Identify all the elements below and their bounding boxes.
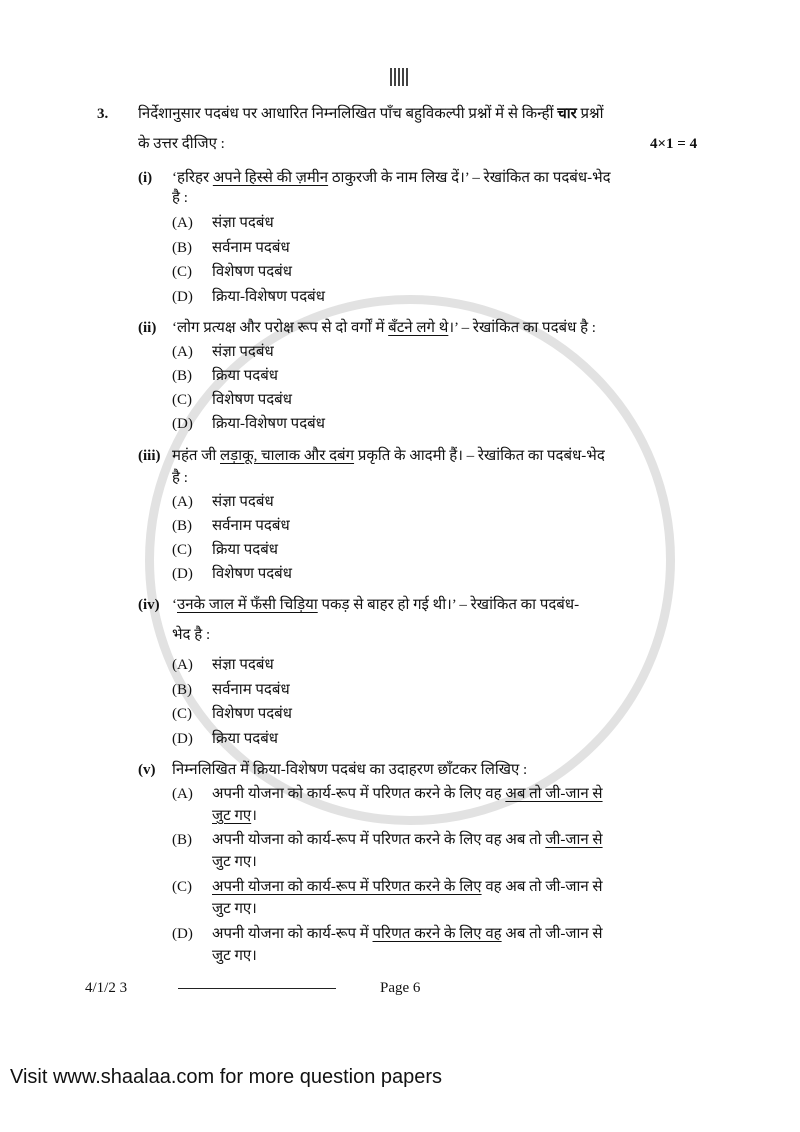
option-text[interactable]: संज्ञा पदबंध	[212, 215, 274, 231]
option-label[interactable]: (D)	[172, 289, 193, 305]
option-text-part: वह अब तो जी-जान से	[481, 879, 603, 895]
option-label[interactable]: (B)	[172, 518, 192, 534]
option-text-continuation	[212, 807, 257, 825]
option-label[interactable]: (C)	[172, 706, 192, 722]
option-text-part: अपनी योजना को कार्य-रूप में परिणत करने के लिए वह	[212, 786, 506, 802]
option-label[interactable]: (C)	[172, 264, 192, 280]
qr-code-icon	[390, 68, 408, 86]
footer-divider	[178, 988, 336, 989]
option-text[interactable]: विशेषण पदबंध	[212, 706, 292, 722]
option-text[interactable]: संज्ञा पदबंध	[212, 657, 274, 673]
prompt-text: ‘	[172, 597, 177, 613]
option-text-continuation	[212, 947, 257, 965]
option-text[interactable]: सर्वनाम पदबंध	[212, 682, 290, 698]
instruction-text: प्रश्नों	[576, 106, 604, 122]
option-label[interactable]: (A)	[172, 344, 193, 360]
option-label[interactable]: (B)	[172, 682, 192, 698]
underlined-phrase: अपनी योजना को कार्य-रूप में परिणत करने के लिए	[212, 879, 482, 895]
part-label: (v)	[138, 762, 156, 778]
part-prompt	[172, 761, 527, 779]
option-text-part: अपनी योजना को कार्य-रूप में परिणत करने के लिए वह अब तो	[212, 832, 546, 848]
option-text-part: जुट गए।	[212, 948, 257, 964]
underlined-phrase: परिणत करने के लिए वह	[372, 926, 502, 942]
option-text[interactable]: सर्वनाम पदबंध	[212, 518, 290, 534]
option-text[interactable]	[212, 925, 603, 943]
option-text[interactable]: संज्ञा पदबंध	[212, 344, 274, 360]
option-label[interactable]: (C)	[172, 392, 192, 408]
part-prompt	[172, 169, 611, 187]
part-label: (ii)	[138, 320, 157, 336]
option-label[interactable]: (D)	[172, 731, 193, 747]
option-label[interactable]: (C)	[172, 542, 192, 558]
prompt-text: ।’ – रेखांकित का पदबंध है :	[448, 320, 596, 336]
option-text[interactable]: क्रिया पदबंध	[212, 731, 279, 747]
option-text[interactable]: विशेषण पदबंध	[212, 392, 292, 408]
prompt-text: निम्नलिखित में क्रिया-विशेषण पदबंध का उदाहरण छाँटकर लिखिए :	[172, 762, 528, 778]
prompt-continuation: भेद है :	[172, 627, 211, 643]
option-label[interactable]: (B)	[172, 368, 192, 384]
option-text[interactable]: सर्वनाम पदबंध	[212, 240, 290, 256]
prompt-text: ‘लोग प्रत्यक्ष और परोक्ष रूप से दो वर्गों में	[172, 320, 389, 336]
option-text[interactable]: क्रिया-विशेषण पदबंध	[212, 416, 325, 432]
underlined-phrase: उनके जाल में फँसी चिड़िया	[177, 597, 318, 613]
prompt-text: प्रकृति के आदमी हैं। – रेखांकित का पदबंध-भेद	[354, 448, 605, 464]
option-label[interactable]: (A)	[172, 215, 193, 231]
question-number: 3.	[97, 106, 109, 122]
part-label: (iv)	[138, 597, 160, 613]
option-text-part: ।	[251, 808, 257, 824]
option-text[interactable]: विशेषण पदबंध	[212, 566, 292, 582]
option-text[interactable]: क्रिया-विशेषण पदबंध	[212, 289, 325, 305]
part-prompt	[172, 319, 596, 337]
part-prompt	[172, 596, 579, 614]
option-label[interactable]: (D)	[172, 566, 193, 582]
question-instruction-line2: के उत्तर दीजिए :	[138, 136, 225, 152]
option-label[interactable]: (B)	[172, 832, 192, 848]
instruction-bold: चार	[557, 106, 577, 122]
option-text[interactable]	[212, 785, 603, 803]
option-text-continuation	[212, 900, 257, 918]
option-label[interactable]: (A)	[172, 786, 193, 802]
option-label[interactable]: (A)	[172, 494, 193, 510]
prompt-continuation: है :	[172, 190, 188, 206]
part-label: (iii)	[138, 448, 161, 464]
underlined-phrase: अपने हिस्से की ज़मीन	[212, 170, 329, 186]
underlined-phrase: जी-जान से	[545, 832, 603, 848]
prompt-text: महंत जी	[172, 448, 221, 464]
option-text[interactable]: क्रिया पदबंध	[212, 368, 279, 384]
underlined-phrase: जुट गए	[212, 808, 252, 824]
option-text-part: अब तो जी-जान से	[501, 926, 603, 942]
option-label[interactable]: (D)	[172, 926, 193, 942]
instruction-text: निर्देशानुसार पदबंध पर आधारित निम्नलिखित पाँच बहुविकल्पी प्रश्नों में से किन्हीं	[138, 106, 558, 122]
option-text-continuation	[212, 853, 257, 871]
page-number: Page 6	[380, 980, 421, 996]
option-label[interactable]: (B)	[172, 240, 192, 256]
option-label[interactable]: (A)	[172, 657, 193, 673]
question-instruction-line1	[138, 105, 604, 123]
underlined-phrase: अब तो जी-जान से	[505, 786, 603, 802]
prompt-text: ‘हरिहर	[172, 170, 213, 186]
underlined-phrase: बँटने लगे थे	[388, 320, 449, 336]
option-text[interactable]	[212, 831, 603, 849]
underlined-phrase: लड़ाकू, चालाक और दबंग	[220, 448, 355, 464]
prompt-text: ठाकुरजी के नाम लिख दें।’ – रेखांकित का पदबंध-भेद	[328, 170, 611, 186]
option-label[interactable]: (C)	[172, 879, 192, 895]
option-label[interactable]: (D)	[172, 416, 193, 432]
visit-banner[interactable]: Visit www.shaalaa.com for more question papers	[10, 1066, 443, 1088]
paper-code: 4/1/2 3	[85, 980, 128, 996]
option-text-part: अपनी योजना को कार्य-रूप में	[212, 926, 373, 942]
marks: 4×1 = 4	[650, 136, 698, 152]
option-text[interactable]: विशेषण पदबंध	[212, 264, 292, 280]
option-text[interactable]	[212, 878, 603, 896]
option-text-part: जुट गए।	[212, 854, 257, 870]
prompt-text: पकड़ से बाहर हो गई थी।’ – रेखांकित का पदबंध-	[317, 597, 580, 613]
prompt-continuation: है :	[172, 470, 188, 486]
part-prompt	[172, 447, 605, 465]
part-label: (i)	[138, 170, 153, 186]
option-text[interactable]: संज्ञा पदबंध	[212, 494, 274, 510]
option-text[interactable]: क्रिया पदबंध	[212, 542, 279, 558]
option-text-part: जुट गए।	[212, 901, 257, 917]
